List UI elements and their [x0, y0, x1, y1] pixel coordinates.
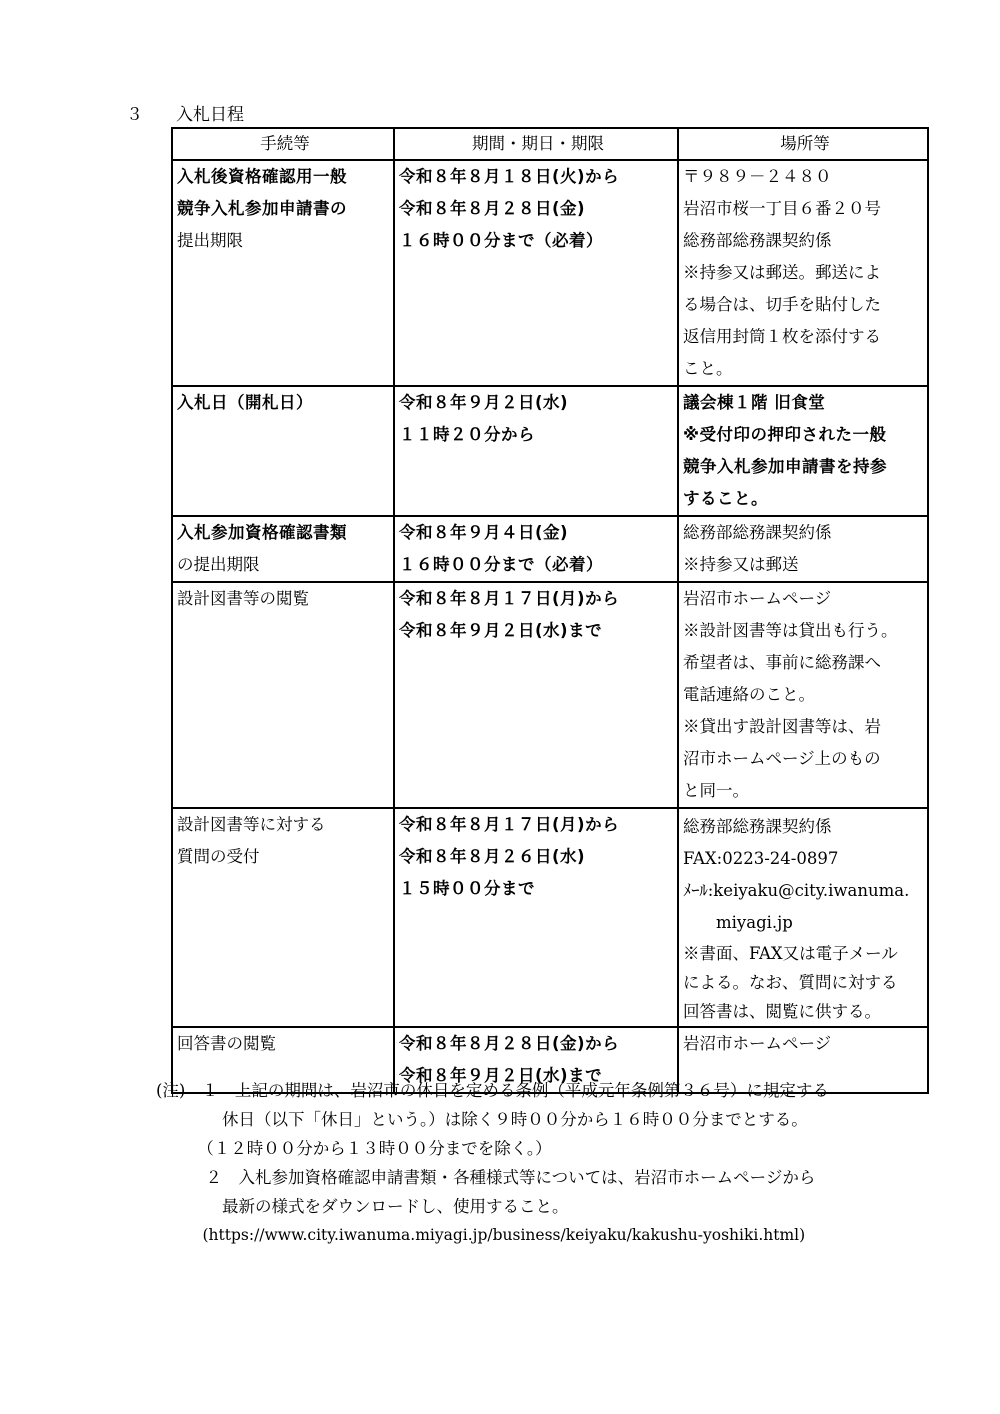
procedure-line: の提出期限: [177, 555, 260, 574]
period-line: １５時００分まで: [399, 879, 535, 898]
procedure-line: 設計図書等の閲覧: [177, 589, 309, 608]
place-line: ※貸出す設計図書等は、岩: [683, 717, 881, 736]
procedure-line: 競争入札参加申請書の: [177, 199, 347, 218]
place-line: ※受付印の押印された一般: [683, 425, 887, 444]
place-line: 岩沼市ホームページ: [683, 1034, 832, 1053]
procedure-line: 設計図書等に対する: [177, 815, 326, 834]
procedure-cell: [172, 386, 394, 516]
place-line: 総務部総務課契約係: [683, 523, 832, 542]
place-line: こと。: [683, 359, 733, 378]
period-line: 令和８年８月２８日(金)から: [399, 1034, 620, 1053]
note-line: 最新の様式をダウンロードし、使用すること。: [156, 1197, 569, 1216]
place-line: 総務部総務課契約係: [683, 231, 832, 250]
procedure-cell: [172, 516, 394, 582]
table-row: [172, 808, 928, 1027]
place-line: 希望者は、事前に総務課へ: [683, 653, 881, 672]
place-line: 電話連絡のこと。: [683, 685, 815, 704]
place-cell: [678, 516, 928, 582]
place-cell: [678, 808, 928, 1027]
table-row: [172, 582, 928, 808]
place-line: 岩沼市ホームページ: [683, 589, 832, 608]
procedure-line: 回答書の閲覧: [177, 1034, 276, 1053]
place-cell: [678, 160, 928, 386]
place-line: 総務部総務課契約係: [683, 817, 832, 836]
period-cell: [394, 582, 678, 808]
notes-section: [156, 1076, 829, 1250]
place-line: による。なお、質問に対する: [683, 973, 898, 992]
place-line: 返信用封筒１枚を添付する: [683, 327, 881, 346]
procedure-cell: [172, 808, 394, 1027]
place-line: 沼市ホームページ上のもの: [683, 749, 881, 768]
note-line: (注) １ 上記の期間は、岩沼市の休日を定める条例（平成元年条例第３６号）に規定する: [156, 1081, 829, 1100]
place-line: る場合は、切手を貼付した: [683, 295, 881, 314]
period-line: 令和８年８月１８日(火)から: [399, 167, 620, 186]
header-period: 期間・期日・期限: [394, 128, 678, 160]
place-cell: [678, 582, 928, 808]
period-line: 令和８年９月２日(水)まで: [399, 621, 603, 640]
period-cell: [394, 516, 678, 582]
place-line: miyagi.jp: [683, 913, 793, 932]
note-line: 休日（以下「休日」という。）は除く９時００分から１６時００分までとする。: [156, 1110, 808, 1129]
place-cell: [678, 386, 928, 516]
period-line: 令和８年８月２８日(金): [399, 199, 586, 218]
table-row: [172, 516, 928, 582]
place-line: 〒９８９－２４８０: [683, 167, 832, 186]
procedure-line: 入札参加資格確認書類: [177, 523, 347, 542]
place-line: FAX:0223-24-0897: [683, 849, 839, 868]
procedure-line: 質問の受付: [177, 847, 260, 866]
procedure-cell: [172, 160, 394, 386]
period-line: 令和８年９月２日(水): [399, 393, 569, 412]
place-line: ※設計図書等は貸出も行う。: [683, 621, 898, 640]
section-heading: [126, 100, 244, 125]
place-line: すること。: [683, 489, 768, 508]
bid-schedule-table: [171, 127, 929, 1094]
place-line: と同一。: [683, 781, 749, 800]
place-line: ﾒｰﾙ:keiyaku@city.iwanuma.: [683, 881, 910, 900]
place-line: 議会棟１階 旧食堂: [683, 393, 826, 412]
period-line: １６時００分まで（必着）: [399, 231, 603, 250]
header-procedure: 手続等: [172, 128, 394, 160]
section-number: ３: [126, 105, 143, 125]
section-title: 入札日程: [176, 105, 244, 125]
period-line: 令和８年８月１７日(月)から: [399, 589, 620, 608]
place-line: ※書面、FAX又は電子メール: [683, 944, 898, 963]
period-line: 令和８年９月４日(金): [399, 523, 569, 542]
header-place: 場所等: [678, 128, 928, 160]
place-line: 回答書は、閲覧に供する。: [683, 1002, 881, 1021]
procedure-line: 提出期限: [177, 231, 243, 250]
table-row: [172, 386, 928, 516]
place-line: 競争入札参加申請書を持参: [683, 457, 887, 476]
procedure-line: 入札日（開札日）: [177, 393, 313, 412]
place-line: ※持参又は郵送。郵送によ: [683, 263, 881, 282]
place-line: ※持参又は郵送: [683, 555, 799, 574]
period-line: 令和８年９月２日(水)まで: [399, 1066, 603, 1085]
procedure-cell: [172, 582, 394, 808]
table-row: [172, 160, 928, 386]
period-line: 令和８年８月１７日(月)から: [399, 815, 620, 834]
procedure-line: 入札後資格確認用一般: [177, 167, 347, 186]
period-cell: [394, 160, 678, 386]
period-line: 令和８年８月２６日(水): [399, 847, 586, 866]
period-line: １１時２０分から: [399, 425, 535, 444]
note-line: ２ 入札参加資格確認申請書類・各種様式等については、岩沼市ホームページから: [156, 1168, 816, 1187]
place-line: 岩沼市桜一丁目６番２０号: [683, 199, 881, 218]
period-cell: [394, 386, 678, 516]
table-header-row: [172, 128, 928, 160]
note-line: (https://www.city.iwanuma.miyagi.jp/business/keiyaku/kakushu-yoshiki.html): [156, 1226, 806, 1244]
note-line: （１２時００分から１３時００分までを除く。）: [156, 1139, 552, 1158]
period-line: １６時００分まで（必着）: [399, 555, 603, 574]
period-cell: [394, 808, 678, 1027]
